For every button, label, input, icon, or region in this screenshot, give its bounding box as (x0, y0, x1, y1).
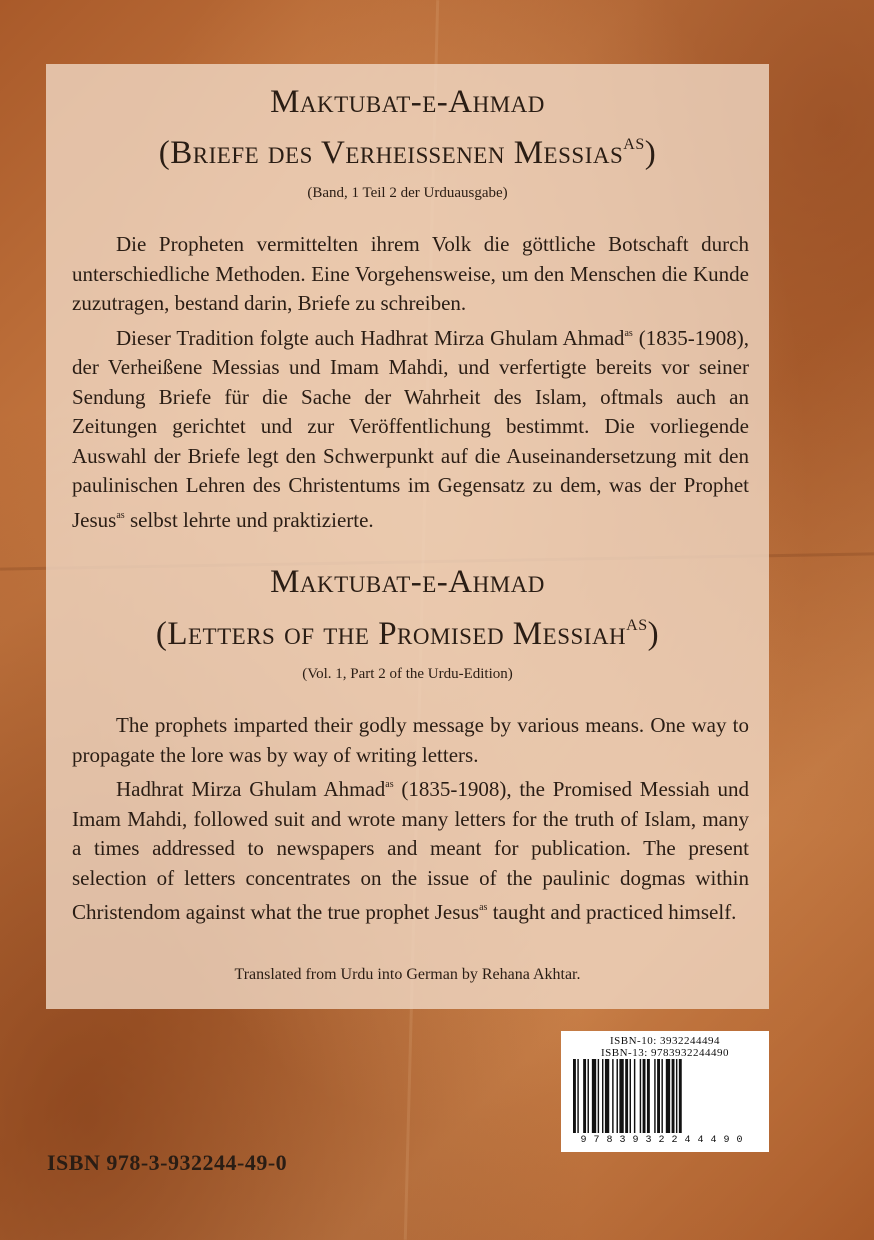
barcode-bar (672, 1059, 675, 1133)
isbn-number: ISBN 978-3-932244-49-0 (47, 1150, 288, 1175)
barcode-bar (676, 1059, 677, 1133)
english-title-subline (46, 606, 769, 654)
german-p2-sup1: as (624, 327, 633, 339)
barcode-bar (598, 1059, 599, 1133)
barcode-bar (612, 1059, 613, 1133)
barcode-bar (630, 1059, 631, 1133)
barcode-bar (657, 1059, 660, 1133)
german-title: Maktubat-e-Ahmad (270, 84, 545, 120)
english-title-close: ) (647, 616, 660, 652)
barcode-bar (617, 1059, 618, 1133)
barcode-digits: 9783932244490 (580, 1135, 750, 1146)
german-subtitle: (Band, 1 Teil 2 der Urduausgabe) (307, 185, 508, 201)
barcode-label (561, 1031, 769, 1152)
english-body (72, 711, 749, 928)
barcode-bar (577, 1059, 578, 1133)
barcode-bar (602, 1059, 603, 1133)
english-p2-text-a: Hadhrat Mirza Ghulam Ahmad (116, 777, 386, 801)
english-p2-text-b: (1835-1908), the Promised Messiah und Imam Mahdi, followed suit and wrote many letters for the truth of Islam, many a times addressed to newspapers and meant for publication. The present selection of letters concentrates on the issue of the paulinic dogmas within Christendom against what the true prophet Jesus (72, 777, 750, 924)
barcode-bar (666, 1059, 670, 1133)
english-p2-sup2: as (479, 902, 488, 913)
german-body (72, 230, 749, 535)
barcode-bar (643, 1059, 646, 1133)
barcode-bar (634, 1059, 635, 1133)
barcode-bar (605, 1059, 609, 1133)
barcode-bar (625, 1059, 628, 1133)
barcode-bar (588, 1059, 589, 1133)
german-title-sup: AS (623, 136, 645, 153)
barcode-bar (583, 1059, 586, 1133)
barcode-bar (679, 1059, 682, 1133)
german-title-text: (Briefe des Verheißenen Messias (158, 135, 624, 171)
english-title: Maktubat-e-Ahmad (270, 564, 545, 600)
barcode-bar (661, 1059, 662, 1133)
german-p2-text-a: Dieser Tradition folgte auch Hadhrat Mirza Ghulam Ahmad (116, 325, 625, 350)
english-p2-text-c: taught and practiced himself. (487, 900, 737, 924)
german-p2-sup2: as (116, 509, 125, 521)
barcode-bar (640, 1059, 641, 1133)
german-paragraph-2 (72, 319, 749, 536)
english-title-sup: AS (626, 617, 648, 634)
english-subtitle: (Vol. 1, Part 2 of the Urdu-Edition) (302, 666, 513, 682)
barcode-bar (654, 1059, 655, 1133)
translator-credit: Translated from Urdu into German by Rehana Akhtar. (234, 966, 581, 983)
german-title-subline (46, 125, 769, 173)
german-paragraph-1: Die Propheten vermittelten ihrem Volk die göttliche Botschaft durch unterschiedliche Methoden. Eine Vorgehensweise, um den Menschen die Kunde zuzutragen, bestand darin, Briefe zu schreiben. (72, 232, 749, 315)
barcode (573, 1059, 757, 1133)
german-p2-text-c: selbst lehrte und praktizierte. (124, 507, 374, 532)
barcode-bar (647, 1059, 650, 1133)
german-p2-text-b: (1835-1908), der Verheißene Messias und Imam Mahdi, und verfertigte bereits vor seiner Sendung Briefe für die Sache der Wahrheit des Islam, oftmals auch an Zeitungen gerichtet und zur Veröffentlichung bestimmt. Die vorliegende Auswahl der Briefe legt den Schwerpunkt auf die Auseinandersetzung mit den paulinischen Lehren des Christentums im Gegensatz zu dem, was der Prophet Jesus (72, 325, 749, 532)
barcode-bar (619, 1059, 623, 1133)
english-title-text: (Letters of the Promised Messiah (155, 616, 627, 652)
barcode-bar (592, 1059, 596, 1133)
english-paragraph-2 (72, 770, 749, 928)
german-title-close: ) (644, 135, 657, 171)
barcode-bar (573, 1059, 576, 1133)
english-paragraph-1: The prophets imparted their godly message by various means. One way to propagate the lore was by way of writing letters. (72, 713, 749, 767)
english-p2-sup1: as (385, 779, 394, 790)
isbn13-text: ISBN-13: 9783932244490 (600, 1047, 730, 1059)
isbn10-text: ISBN-10: 3932244494 (609, 1035, 721, 1047)
